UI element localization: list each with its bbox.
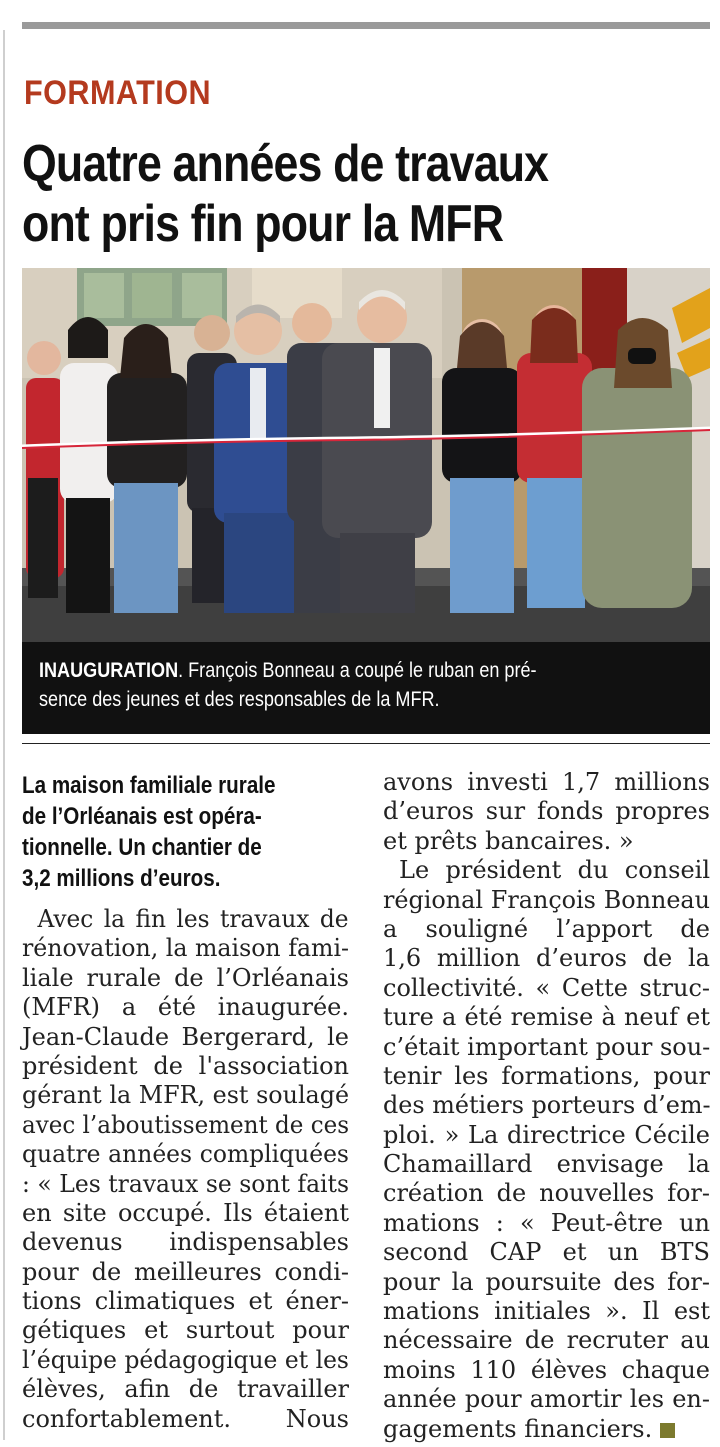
- article-line: quatre années compliquées: [22, 1140, 349, 1169]
- lead-line: tionnelle. Un chantier de: [22, 834, 262, 861]
- article-line: second CAP et un BTS: [383, 1238, 710, 1267]
- article-body-right: [383, 768, 710, 1444]
- article-line: création de nouvelles for-: [383, 1179, 710, 1208]
- article-line: tenir les formations, pour: [383, 1061, 710, 1090]
- article-body-left: [22, 905, 349, 1434]
- photo-caption: [22, 642, 710, 734]
- article-line: mations initiales ». Il est: [383, 1297, 710, 1326]
- end-of-article-mark: [660, 1423, 675, 1438]
- article-line: a souligné l’apport de: [383, 914, 710, 943]
- article-line: liale rurale de l’Orléanais: [22, 963, 349, 992]
- article-line: rénovation, la maison fami-: [22, 934, 350, 963]
- caption-label: INAUGURATION: [39, 659, 179, 682]
- article-line: élèves, afin de travailler: [22, 1375, 349, 1404]
- article-line: Avec la fin les travaux de: [37, 905, 349, 933]
- section-kicker: FORMATION: [24, 74, 212, 112]
- article-line: Jean-Claude Bergerard, le: [22, 1022, 349, 1051]
- lead-line: de l’Orléanais est opéra-: [22, 803, 262, 830]
- left-margin-rule: [3, 30, 5, 1440]
- headline-line: ont pris fin pour la MFR: [22, 195, 504, 253]
- caption-divider: [22, 743, 710, 744]
- article-line: devenus indispensables: [22, 1228, 349, 1257]
- article-line: ture a été remise à neuf et: [383, 1003, 710, 1032]
- article-line: et prêts bancaires. »: [383, 826, 634, 855]
- article-line: collectivité. « Cette struc-: [383, 973, 710, 1002]
- article-line: des métiers porteurs d’em-: [383, 1091, 711, 1120]
- lead-line: 3,2 millions d’euros.: [22, 865, 221, 892]
- article-line: (MFR) a été inaugurée.: [22, 993, 349, 1022]
- article-line: régional François Bonneau: [383, 885, 711, 914]
- lead-line: La maison familiale rurale: [22, 772, 276, 799]
- article-line: en site occupé. Ils étaient: [22, 1198, 349, 1227]
- caption-text: [39, 656, 693, 714]
- article-line: d’euros sur fonds propres: [383, 797, 710, 826]
- inauguration-photo: [22, 268, 710, 642]
- article-line: gagements financiers.: [383, 1415, 710, 1444]
- article-line: nécessaire de recruter au: [383, 1326, 710, 1355]
- article-line: avec l’aboutissement de ces: [22, 1110, 350, 1139]
- article-line: gérant la MFR, est soulagé: [22, 1081, 350, 1110]
- article-line: 1,6 million d’euros de la: [383, 944, 710, 973]
- article-line: pour de meilleures condi-: [22, 1257, 349, 1286]
- article-line: : « Les travaux se sont faits: [22, 1169, 349, 1198]
- caption-line-2: sence des jeunes et des responsables de la MFR.: [39, 688, 440, 711]
- top-rule: [22, 22, 710, 29]
- article-line: Chamaillard envisage la: [383, 1150, 710, 1179]
- article-lead: [22, 770, 349, 894]
- article-line: l’équipe pédagogique et les: [22, 1345, 349, 1374]
- headline: [22, 134, 676, 254]
- article-column-left: [22, 770, 349, 1434]
- article-line: confortablement. Nous: [22, 1404, 349, 1433]
- article-line: ploi. » La directrice Cécile: [383, 1120, 710, 1149]
- article-line: tions climatiques et éner-: [22, 1287, 349, 1316]
- article-line: mations : « Peut-être un: [383, 1208, 710, 1237]
- article-line: c’était important pour sou-: [383, 1032, 711, 1061]
- caption-line-1: . François Bonneau a coupé le ruban en pré-: [178, 659, 537, 682]
- article-column-right: [383, 770, 710, 1444]
- photo-illustration: [22, 268, 710, 642]
- article-line: année pour amortir les en-: [383, 1385, 710, 1414]
- article-line: moins 110 élèves chaque: [383, 1355, 710, 1384]
- article-line: Le président du conseil: [399, 856, 710, 885]
- article-line: pour la poursuite des for-: [383, 1267, 710, 1296]
- article-line: avons investi 1,7 millions: [383, 768, 710, 796]
- article-line: gétiques et surtout pour: [22, 1316, 349, 1345]
- headline-line: Quatre années de travaux: [22, 135, 549, 193]
- article-line: président de l'association: [22, 1051, 349, 1080]
